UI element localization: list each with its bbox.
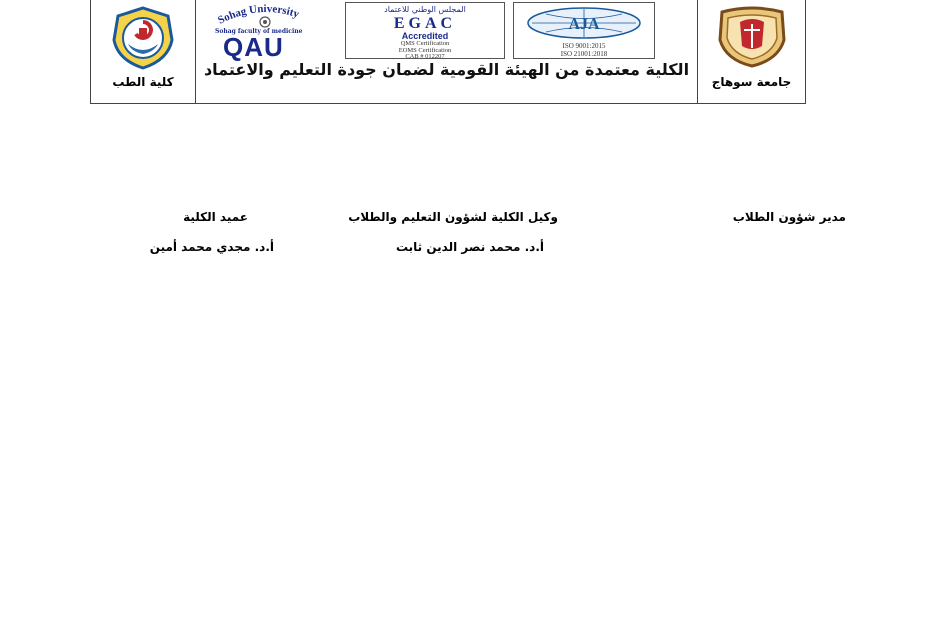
aja-iso-badge (513, 2, 655, 59)
sohag-university-logo (714, 6, 790, 68)
egac-logo-text: EGAC (393, 15, 457, 32)
svg-text:Sohag University (216, 3, 301, 27)
egac-cab-line: CAB # 012207 (405, 53, 445, 60)
qau-sub-text: Sohag faculty of medicine (215, 28, 303, 35)
faculty-of-medicine-logo (108, 6, 178, 70)
sig-title-student-affairs-director: مدير شؤون الطلاب (732, 210, 846, 224)
sig-name-vice-dean: أ.د. محمد نصر الدين ثابت (395, 240, 544, 254)
university-logo-cell (697, 0, 805, 103)
qau-logo (209, 2, 323, 60)
faculty-logo-cell (91, 0, 196, 103)
aja-logo-text: AJA (568, 16, 600, 33)
accreditation-statement: الكلية معتمدة من الهيئة القومية لضمان جودة التعليم والاعتماد (203, 60, 690, 79)
qau-arc-text: Sohag University (216, 2, 301, 27)
aja-iso-9001-line: ISO 9001:2015 (562, 42, 606, 50)
egac-eoms-line: EOMS Certification (398, 47, 452, 54)
accreditation-panel (195, 0, 698, 103)
egac-accreditation-badge (345, 2, 505, 59)
egac-arabic-text: المجلس الوطني للاعتماد (384, 5, 466, 14)
egac-accredited-text: Accredited (401, 31, 449, 41)
aja-iso-21001-line: ISO 21001:2018 (560, 50, 608, 58)
sig-name-dean: أ.د. مجدي محمد أمين (149, 240, 274, 254)
university-caption: جامعة سوهاج (711, 75, 792, 89)
faculty-caption: كلية الطب (112, 75, 174, 89)
egac-qms-line: QMS Certification (400, 40, 450, 47)
aja-globe-icon (522, 6, 646, 40)
qau-logo-text: QAU (223, 32, 284, 62)
sig-title-vice-dean: وكيل الكلية لشؤون التعليم والطلاب (348, 210, 558, 224)
letterhead (90, 0, 806, 104)
sig-title-dean: عميد الكلية (183, 210, 248, 224)
